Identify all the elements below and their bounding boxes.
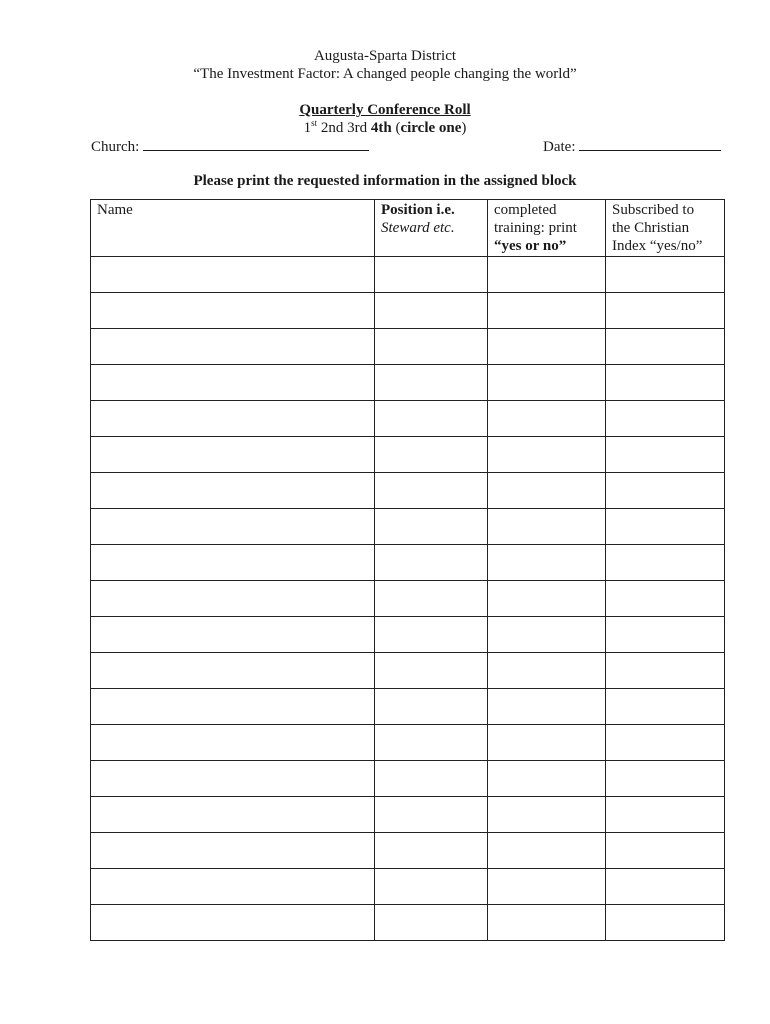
- subscribed-cell[interactable]: [606, 725, 725, 761]
- subscribed-cell[interactable]: [606, 365, 725, 401]
- position-cell[interactable]: [375, 725, 488, 761]
- col-header-training-line3: “yes or no”: [494, 238, 567, 254]
- col-header-training-line2: training: print: [494, 220, 577, 236]
- quarter-1[interactable]: 1: [303, 120, 312, 136]
- circle-open: (: [391, 120, 401, 136]
- position-cell[interactable]: [375, 257, 488, 293]
- table-header-row: [91, 200, 725, 257]
- tagline: “The Investment Factor: A changed people changing the world”: [193, 66, 577, 82]
- position-cell[interactable]: [375, 833, 488, 869]
- circle-instruction: circle one: [400, 120, 462, 136]
- position-cell[interactable]: [375, 437, 488, 473]
- name-cell[interactable]: [91, 257, 375, 293]
- subscribed-cell[interactable]: [606, 473, 725, 509]
- training-cell[interactable]: [488, 797, 606, 833]
- position-cell[interactable]: [375, 293, 488, 329]
- training-cell[interactable]: [488, 545, 606, 581]
- table-row: [91, 797, 725, 833]
- training-cell[interactable]: [488, 437, 606, 473]
- district-name: Augusta-Sparta District: [313, 48, 457, 64]
- name-cell[interactable]: [91, 833, 375, 869]
- table-row: [91, 617, 725, 653]
- table-row: [91, 905, 725, 941]
- table-row: [91, 833, 725, 869]
- training-cell[interactable]: [488, 473, 606, 509]
- table-row: [91, 689, 725, 725]
- training-cell[interactable]: [488, 293, 606, 329]
- position-cell[interactable]: [375, 473, 488, 509]
- col-header-subscribed-line2: the Christian: [612, 220, 690, 236]
- subscribed-cell[interactable]: [606, 761, 725, 797]
- position-cell[interactable]: [375, 905, 488, 941]
- table-row: [91, 653, 725, 689]
- name-cell[interactable]: [91, 653, 375, 689]
- training-cell[interactable]: [488, 617, 606, 653]
- table-row: [91, 293, 725, 329]
- training-cell[interactable]: [488, 833, 606, 869]
- table-row: [91, 329, 725, 365]
- subscribed-cell[interactable]: [606, 689, 725, 725]
- instructions: Please print the requested information in the assigned block: [193, 173, 577, 189]
- position-cell[interactable]: [375, 509, 488, 545]
- date-blank[interactable]: [579, 137, 721, 151]
- name-cell[interactable]: [91, 293, 375, 329]
- name-cell[interactable]: [91, 725, 375, 761]
- table-row: [91, 509, 725, 545]
- position-cell[interactable]: [375, 365, 488, 401]
- subscribed-cell[interactable]: [606, 869, 725, 905]
- training-cell[interactable]: [488, 581, 606, 617]
- subscribed-cell[interactable]: [606, 617, 725, 653]
- position-cell[interactable]: [375, 545, 488, 581]
- col-header-subscribed: [606, 200, 725, 257]
- church-blank[interactable]: [143, 137, 369, 151]
- name-cell[interactable]: [91, 329, 375, 365]
- church-field: [91, 137, 369, 156]
- name-cell[interactable]: [91, 545, 375, 581]
- training-cell[interactable]: [488, 689, 606, 725]
- col-header-position-line2: Steward etc.: [381, 220, 455, 236]
- subscribed-cell[interactable]: [606, 833, 725, 869]
- col-header-position: [375, 200, 488, 257]
- roll-table: [90, 199, 725, 941]
- position-cell[interactable]: [375, 869, 488, 905]
- date-field: [543, 137, 721, 156]
- col-header-subscribed-line1: Subscribed to: [612, 202, 695, 218]
- training-cell[interactable]: [488, 509, 606, 545]
- position-cell[interactable]: [375, 797, 488, 833]
- roll-body: [91, 257, 725, 941]
- name-cell[interactable]: [91, 905, 375, 941]
- church-label: Church:: [91, 139, 140, 155]
- position-cell[interactable]: [375, 401, 488, 437]
- name-cell[interactable]: [91, 581, 375, 617]
- name-cell[interactable]: [91, 869, 375, 905]
- position-cell[interactable]: [375, 653, 488, 689]
- name-cell[interactable]: [91, 761, 375, 797]
- subscribed-cell[interactable]: [606, 293, 725, 329]
- training-cell[interactable]: [488, 329, 606, 365]
- name-cell[interactable]: [91, 401, 375, 437]
- subscribed-cell[interactable]: [606, 437, 725, 473]
- col-header-subscribed-line3: Index “yes/no”: [612, 238, 703, 254]
- subscribed-cell[interactable]: [606, 905, 725, 941]
- position-cell[interactable]: [375, 617, 488, 653]
- table-row: [91, 257, 725, 293]
- subscribed-cell[interactable]: [606, 653, 725, 689]
- position-cell[interactable]: [375, 761, 488, 797]
- table-row: [91, 365, 725, 401]
- subscribed-cell[interactable]: [606, 797, 725, 833]
- training-cell[interactable]: [488, 653, 606, 689]
- subscribed-cell[interactable]: [606, 509, 725, 545]
- subscribed-cell[interactable]: [606, 581, 725, 617]
- training-cell[interactable]: [488, 869, 606, 905]
- col-header-name: Name: [91, 200, 375, 257]
- training-cell[interactable]: [488, 257, 606, 293]
- table-row: [91, 401, 725, 437]
- name-cell[interactable]: [91, 797, 375, 833]
- position-cell[interactable]: [375, 329, 488, 365]
- subscribed-cell[interactable]: [606, 401, 725, 437]
- training-cell[interactable]: [488, 401, 606, 437]
- col-header-position-line1: Position i.e.: [381, 202, 455, 218]
- name-cell[interactable]: [91, 473, 375, 509]
- name-cell[interactable]: [91, 437, 375, 473]
- name-cell[interactable]: [91, 689, 375, 725]
- quarters-2-3[interactable]: 2nd 3rd: [317, 120, 371, 136]
- training-cell[interactable]: [488, 725, 606, 761]
- table-row: [91, 761, 725, 797]
- subscribed-cell[interactable]: [606, 545, 725, 581]
- table-row: [91, 725, 725, 761]
- quarter-4[interactable]: 4th: [370, 120, 392, 136]
- position-cell[interactable]: [375, 581, 488, 617]
- form-title: Quarterly Conference Roll: [299, 102, 471, 118]
- circle-close: ): [461, 120, 467, 136]
- table-row: [91, 437, 725, 473]
- quarter-selector: [0, 119, 770, 137]
- position-cell[interactable]: [375, 689, 488, 725]
- training-cell[interactable]: [488, 365, 606, 401]
- date-label: Date:: [543, 139, 576, 155]
- quarter-1-suffix: st: [311, 118, 318, 128]
- subscribed-cell[interactable]: [606, 257, 725, 293]
- table-row: [91, 545, 725, 581]
- name-cell[interactable]: [91, 617, 375, 653]
- subscribed-cell[interactable]: [606, 329, 725, 365]
- col-header-training-line1: completed: [494, 202, 557, 218]
- col-header-training: [488, 200, 606, 257]
- name-cell[interactable]: [91, 365, 375, 401]
- table-row: [91, 581, 725, 617]
- name-cell[interactable]: [91, 509, 375, 545]
- table-row: [91, 869, 725, 905]
- training-cell[interactable]: [488, 761, 606, 797]
- training-cell[interactable]: [488, 905, 606, 941]
- table-row: [91, 473, 725, 509]
